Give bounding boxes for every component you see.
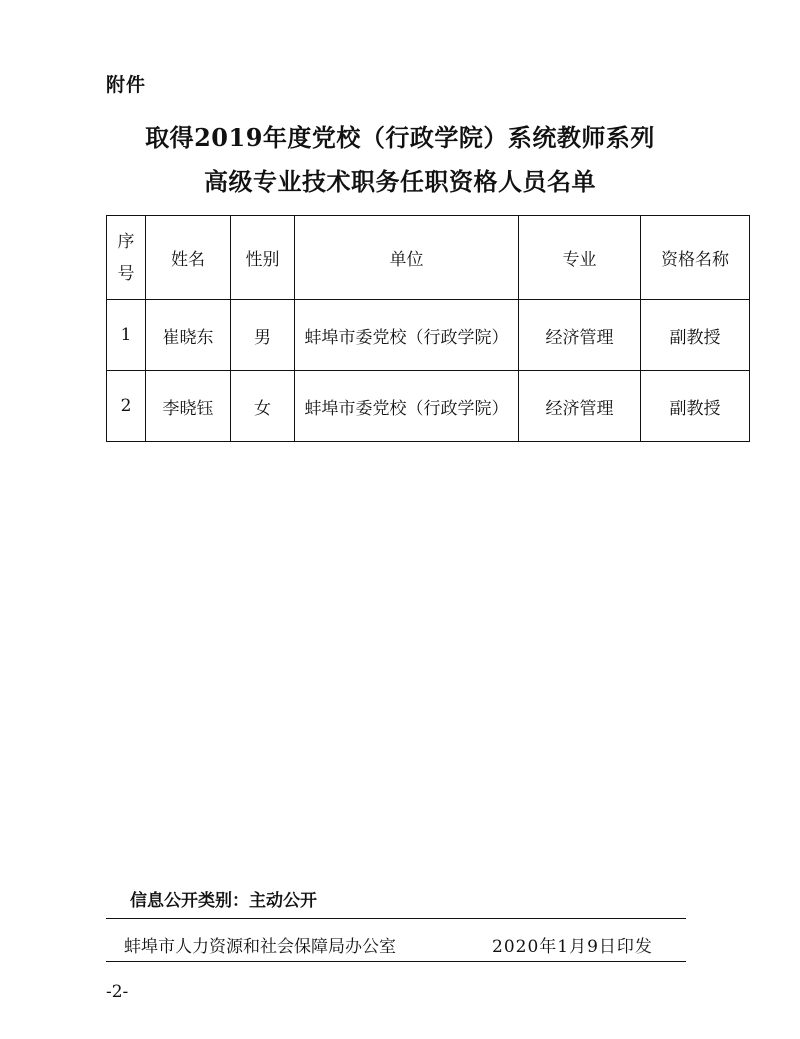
document-title-line-1: 取得2019年度党校（行政学院）系统教师系列 (145, 123, 655, 152)
cell-serial-number: 1 (107, 300, 146, 371)
header-unit: 单位 (295, 216, 519, 300)
cell-unit: 蚌埠市委党校（行政学院） (295, 371, 519, 442)
cell-gender: 女 (231, 371, 295, 442)
page-number: -2- (106, 982, 129, 1002)
cell-qualification: 副教授 (641, 300, 750, 371)
cell-name: 李晓钰 (146, 371, 231, 442)
issue-date: 2020年1月9日印发 (492, 937, 653, 957)
cell-name: 崔晓东 (146, 300, 231, 371)
cell-unit: 蚌埠市委党校（行政学院） (295, 300, 519, 371)
table-row (107, 371, 750, 442)
disclosure-category: 信息公开类别：主动公开 (130, 891, 317, 911)
header-serial-number: 序号 (107, 216, 146, 300)
document-title-line-2: 高级专业技术职务任职资格人员名单 (204, 167, 596, 196)
cell-major: 经济管理 (519, 371, 641, 442)
issuing-office: 蚌埠市人力资源和社会保障局办公室 (124, 937, 396, 957)
footer-top-divider (106, 918, 686, 919)
cell-major: 经济管理 (519, 300, 641, 371)
header-major: 专业 (519, 216, 641, 300)
attachment-label: 附件 (106, 74, 147, 96)
header-gender: 性别 (231, 216, 295, 300)
header-name: 姓名 (146, 216, 231, 300)
cell-serial-number: 2 (107, 371, 146, 442)
cell-gender: 男 (231, 300, 295, 371)
qualification-table (106, 215, 750, 442)
table-row (107, 300, 750, 371)
table-header-row (107, 216, 750, 300)
footer-bottom-divider (106, 961, 686, 962)
cell-qualification: 副教授 (641, 371, 750, 442)
header-qualification: 资格名称 (641, 216, 750, 300)
